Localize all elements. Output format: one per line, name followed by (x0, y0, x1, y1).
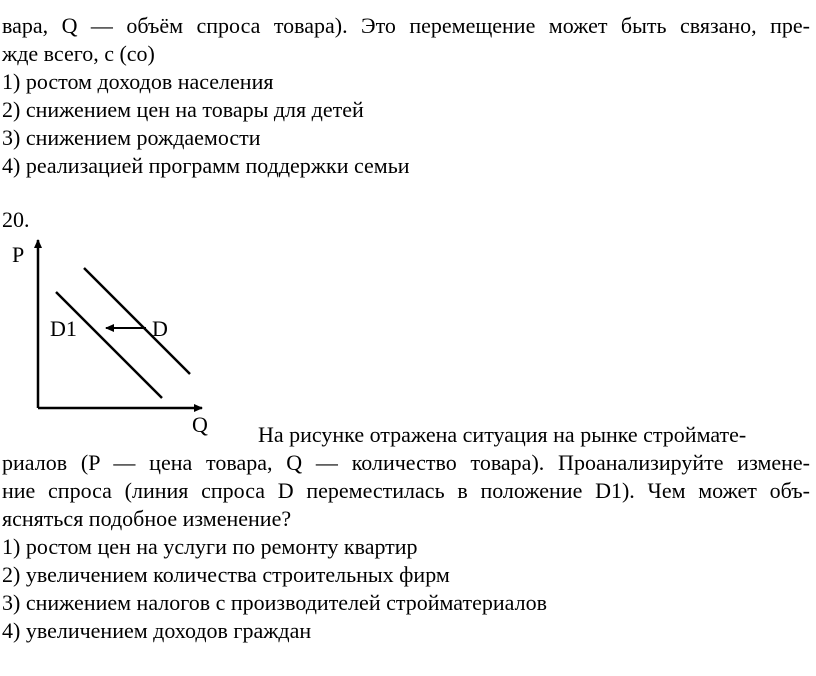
curve-d-label: D (152, 316, 168, 341)
prev-option-2: 2) снижением цен на товары для детей (2, 97, 364, 122)
demand-curve-d (84, 268, 190, 374)
prev-option-3: 3) снижением рождаемости (2, 125, 261, 150)
prev-option-4: 4) реализацией программ поддержки семьи (2, 153, 410, 178)
option-4: 4) увеличением доходов граждан (2, 618, 312, 643)
prev-option-1: 1) ростом доходов населения (2, 69, 274, 94)
axis-x-label: Q (192, 412, 208, 437)
option-1: 1) ростом цен на услуги по ремонту квартир (2, 534, 418, 559)
question-line-4: ясняться подобное изменение? (2, 506, 292, 531)
prev-question-line-2: жде всего, с (со) (2, 41, 155, 66)
option-3: 3) снижением налогов с производителей стройматериалов (2, 590, 547, 615)
demand-shift-graph (6, 232, 236, 438)
question-line-1: На рисунке отражена ситуация на рынке строймате- (258, 422, 747, 447)
demand-curve-d1 (56, 292, 162, 398)
prev-question-line-1: вара, Q — объём спроса товара). Это перемещение может быть связано, пре- (2, 13, 810, 38)
question-line-3: ние спроса (линия спроса D переместилась в положение D1). Чем может объ- (2, 478, 810, 503)
curve-d1-label: D1 (50, 316, 77, 341)
axis-y-label: P (12, 242, 25, 267)
question-number: 20. (2, 207, 30, 232)
question-line-2: риалов (P — цена товара, Q — количество товара). Проанализируйте измене- (2, 450, 810, 475)
option-2: 2) увеличением количества строительных фирм (2, 562, 450, 587)
